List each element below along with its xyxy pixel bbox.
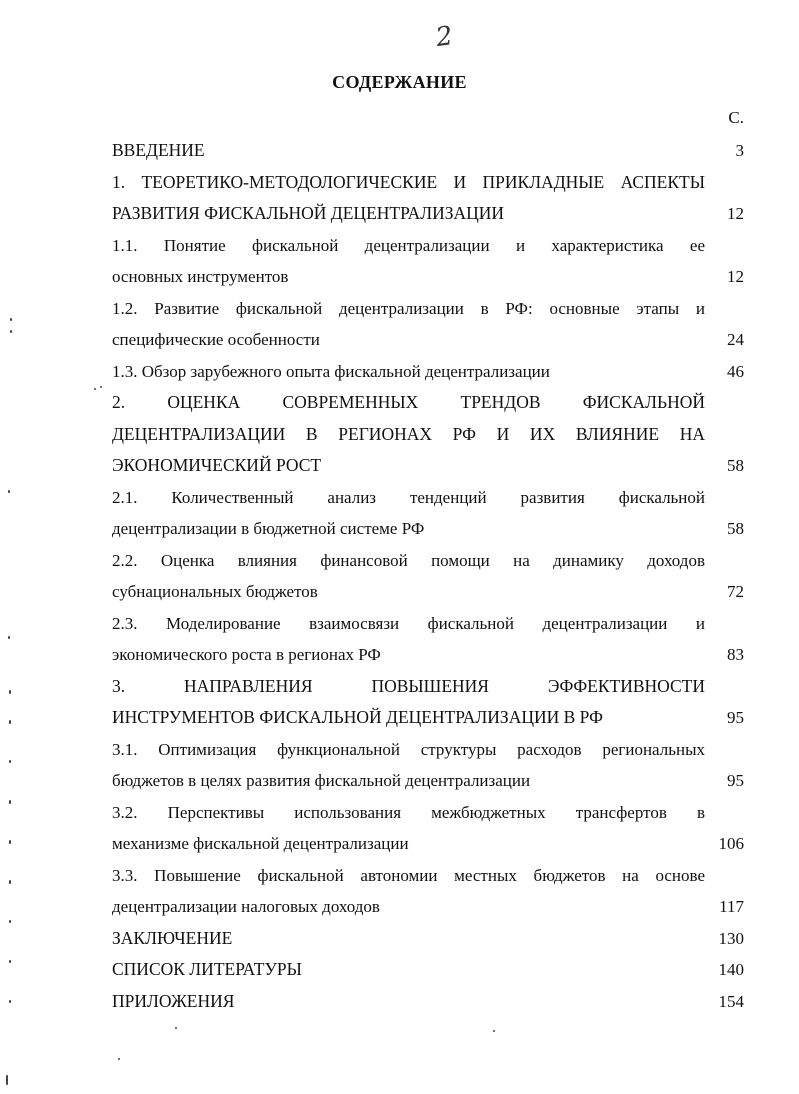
- toc-entry: [112, 293, 705, 356]
- toc-page-number: 106: [718, 834, 744, 853]
- toc-entry-line: механизме фискальной децентрализации: [112, 834, 409, 853]
- toc-page-number: 95: [727, 771, 744, 790]
- scan-speck: [175, 1027, 177, 1029]
- toc-page-number: 46: [727, 361, 744, 381]
- toc-entry-line: 1.3. Обзор зарубежного опыта фискальной децентрализации: [112, 361, 550, 381]
- toc-page-number: 72: [727, 582, 744, 601]
- toc-entry-line: основных инструментов: [112, 267, 289, 286]
- toc-entry: [112, 135, 705, 167]
- toc-entry-line: 3. НАПРАВЛЕНИЯ ПОВЫШЕНИЯ ЭФФЕКТИВНОСТИ: [112, 675, 705, 696]
- toc-entry-line: СПИСОК ЛИТЕРАТУРЫ: [112, 959, 302, 979]
- toc-page-number: 83: [727, 645, 744, 664]
- toc-page-number: 3: [735, 141, 744, 160]
- handwritten-page-number: 2: [433, 20, 455, 54]
- toc-entry: [112, 482, 705, 545]
- toc-page-number: 130: [718, 928, 744, 948]
- toc-entry: [112, 387, 705, 482]
- toc-entry: [112, 545, 705, 608]
- scan-speck: [9, 1000, 11, 1003]
- toc-page-number: 12: [727, 267, 744, 286]
- scan-speck: [9, 880, 11, 884]
- scan-speck: [9, 840, 11, 844]
- scan-speck: [9, 720, 11, 724]
- toc-entry-line: 1.2. Развитие фискальной децентрализации в РФ: основные этапы и: [112, 298, 705, 318]
- toc-entry: [112, 734, 705, 797]
- toc-page-number: 140: [718, 960, 744, 979]
- toc-entry-line: 1. ТЕОРЕТИКО-МЕТОДОЛОГИЧЕСКИЕ И ПРИКЛАДНЫЕ АСПЕКТЫ: [112, 171, 705, 192]
- toc-entry-line: децентрализации налоговых доходов: [112, 897, 380, 916]
- toc-entry: [112, 797, 705, 860]
- scan-speck: [9, 920, 11, 923]
- toc-page-number: 58: [727, 519, 744, 538]
- scan-speck: [10, 330, 12, 333]
- toc-entry-line: 2.2. Оценка влияния финансовой помощи на динамику доходов: [112, 550, 705, 570]
- toc-entry: [112, 608, 705, 671]
- toc-entry: [112, 954, 705, 986]
- scan-speck: [493, 1030, 495, 1032]
- scan-speck: [8, 636, 10, 639]
- toc-entry: [112, 356, 705, 388]
- toc-entry-line: ВВЕДЕНИЕ: [112, 140, 205, 160]
- toc-page-number: 95: [727, 708, 744, 727]
- scan-speck: [94, 388, 96, 390]
- page-column-header: С.: [728, 108, 744, 127]
- toc-entry-line: бюджетов в целях развития фискальной децентрализации: [112, 771, 531, 790]
- toc-entry-line: субнациональных бюджетов: [112, 582, 318, 601]
- toc-page-number: 58: [727, 456, 744, 475]
- page-title: СОДЕРЖАНИЕ: [332, 72, 467, 92]
- toc-page-number: 117: [719, 897, 744, 916]
- toc-entry-line: РАЗВИТИЯ ФИСКАЛЬНОЙ ДЕЦЕНТРАЛИЗАЦИИ: [112, 203, 505, 223]
- toc-entry-line: ЭКОНОМИЧЕСКИЙ РОСТ: [112, 455, 322, 475]
- toc-page-number: 12: [727, 204, 744, 223]
- toc-entry: [112, 230, 705, 293]
- scan-speck: [118, 1058, 120, 1060]
- toc-entry-line: 2.3. Моделирование взаимосвязи фискальной децентрализации и: [112, 613, 705, 633]
- scan-speck: [9, 760, 11, 763]
- toc-entry-line: экономического роста в регионах РФ: [112, 645, 381, 664]
- scan-speck: [9, 960, 11, 963]
- toc-entry-line: специфические особенности: [112, 330, 320, 349]
- toc-entry-line: 3.1. Оптимизация функциональной структуры расходов региональных: [112, 739, 705, 759]
- toc-entry-line: 2.1. Количественный анализ тенденций развития фискальной: [112, 487, 705, 507]
- toc-page-number: 154: [718, 991, 744, 1011]
- toc-entry-line: 3.2. Перспективы использования межбюджетных трансфертов в: [112, 802, 705, 822]
- scan-speck: [100, 386, 102, 388]
- toc-entry-line: ИНСТРУМЕНТОВ ФИСКАЛЬНОЙ ДЕЦЕНТРАЛИЗАЦИИ В РФ: [112, 707, 603, 727]
- scan-speck: [9, 690, 11, 694]
- toc-page-number: 24: [727, 330, 744, 349]
- scan-speck: [6, 1075, 8, 1085]
- toc-entry-line: 3.3. Повышение фискальной автономии местных бюджетов на основе: [112, 865, 705, 885]
- toc-entry-line: 2. ОЦЕНКА СОВРЕМЕННЫХ ТРЕНДОВ ФИСКАЛЬНОЙ: [112, 392, 705, 412]
- toc-entry: [112, 986, 705, 1018]
- toc-entry-line: ДЕЦЕНТРАЛИЗАЦИИ В РЕГИОНАХ РФ И ИХ ВЛИЯНИЕ НА: [112, 423, 705, 444]
- toc-entry: [112, 167, 705, 230]
- toc-entry: [112, 671, 705, 734]
- toc-entry: [112, 860, 705, 923]
- scan-speck: [8, 490, 10, 493]
- scan-speck: [9, 800, 11, 804]
- scan-speck: [10, 318, 12, 321]
- toc-entry: [112, 923, 705, 955]
- toc-entry-line: 1.1. Понятие фискальной децентрализации и характеристика ее: [112, 235, 705, 255]
- toc-entry-line: ЗАКЛЮЧЕНИЕ: [112, 927, 233, 948]
- toc-entry-line: децентрализации в бюджетной системе РФ: [112, 519, 425, 538]
- toc-entry-line: ПРИЛОЖЕНИЯ: [112, 990, 235, 1011]
